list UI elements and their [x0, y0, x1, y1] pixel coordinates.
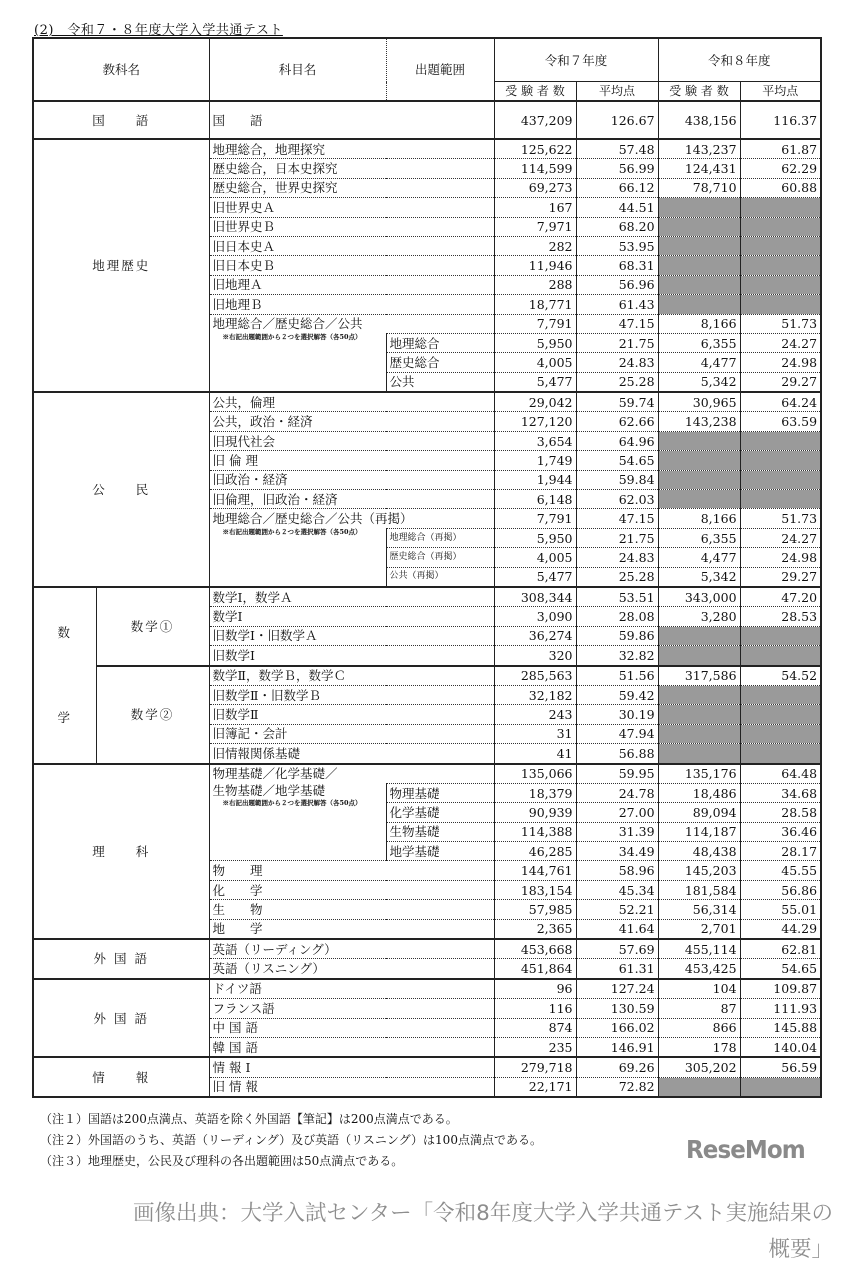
header-average-7: 平均点 [576, 82, 658, 102]
shaded-cell-not-applicable [658, 236, 740, 255]
table-row [33, 979, 821, 999]
shaded-cell-not-applicable [658, 275, 740, 294]
subject-name: 旧 倫 理 [209, 451, 494, 470]
selection-note: ※右記出題範囲から２つを選択解答（各50点） [222, 799, 362, 808]
examinees-r7: 18,379 [494, 783, 576, 802]
average-r8: 28.53 [740, 607, 821, 626]
examinees-r8: 6,355 [658, 333, 740, 352]
subject-name: 生 物 [209, 900, 494, 919]
average-r7: 53.51 [576, 587, 658, 607]
examinees-r7: 7,791 [494, 314, 576, 333]
table-row [33, 139, 821, 159]
examinees-r8: 4,477 [658, 353, 740, 372]
resemom-logo: ReseMom [686, 1135, 805, 1164]
examinees-r8: 145,203 [658, 861, 740, 880]
subject-name: 英語（リスニング） [209, 959, 494, 979]
average-r7: 59.84 [576, 470, 658, 489]
average-r8: 24.27 [740, 528, 821, 547]
average-r8: 28.58 [740, 803, 821, 822]
shaded-cell-not-applicable [658, 198, 740, 217]
examinees-r8: 143,238 [658, 412, 740, 431]
average-r7: 47.94 [576, 724, 658, 743]
shaded-cell-not-applicable [740, 198, 821, 217]
average-r7: 62.03 [576, 490, 658, 509]
selection-note-cell [209, 333, 386, 392]
examinees-r7: 4,005 [494, 353, 576, 372]
caption-line-2: 概要」 [768, 1237, 833, 1262]
examinees-r7: 288 [494, 275, 576, 294]
header-examinees-8: 受 験 者 数 [658, 82, 740, 102]
selection-note: ※右記出題範囲から２つを選択解答（各50点） [222, 528, 362, 537]
subject-name: 旧 情 報 [209, 1077, 494, 1097]
subject-name: 旧世界史Ｂ [209, 217, 494, 236]
examinees-r7: 36,274 [494, 626, 576, 645]
average-r7: 62.66 [576, 412, 658, 431]
examinees-r7: 243 [494, 705, 576, 724]
table-row [33, 939, 821, 959]
subject-area: 情 報 [33, 1057, 209, 1097]
subject-name: 地理総合／歴史総合／公共 [209, 314, 494, 333]
header-area: 教科名 [33, 38, 209, 101]
average-r7: 126.67 [576, 101, 658, 139]
shaded-cell-not-applicable [658, 626, 740, 645]
subject-name: 旧簿記・会計 [209, 724, 494, 743]
examinees-r7: 167 [494, 198, 576, 217]
examinees-r7: 31 [494, 724, 576, 743]
average-r7: 56.96 [576, 275, 658, 294]
subject-name-continued: 生物基礎／地学基礎 [212, 783, 326, 799]
examinees-r7: 2,365 [494, 919, 576, 939]
average-r7: 32.82 [576, 646, 658, 666]
examinees-r7: 144,761 [494, 861, 576, 880]
subject-name: 旧数学Ⅱ・旧数学Ｂ [209, 685, 494, 704]
examinees-r8: 343,000 [658, 587, 740, 607]
subject-name: 旧地理Ａ [209, 275, 494, 294]
examinees-r7: 116 [494, 999, 576, 1018]
average-r8: 45.55 [740, 861, 821, 880]
average-r7: 127.24 [576, 979, 658, 999]
subject-name: 旧数学Ⅰ [209, 646, 494, 666]
average-r8: 29.27 [740, 567, 821, 587]
shaded-cell-not-applicable [740, 275, 821, 294]
examinees-r8: 6,355 [658, 528, 740, 547]
examinees-r8: 89,094 [658, 803, 740, 822]
subject-name: 公共，政治・経済 [209, 412, 494, 431]
exam-range: 公共（再掲） [386, 567, 494, 587]
examinees-r7: 11,946 [494, 256, 576, 275]
exam-range: 地理総合 [386, 333, 494, 352]
examinees-r7: 320 [494, 646, 576, 666]
examinees-r7: 279,718 [494, 1057, 576, 1077]
examinees-r7: 282 [494, 236, 576, 255]
examinees-r8: 3,280 [658, 607, 740, 626]
examinees-r8: 317,586 [658, 666, 740, 686]
examinees-r7: 114,599 [494, 159, 576, 178]
average-r8: 34.68 [740, 783, 821, 802]
header-average-8: 平均点 [740, 82, 821, 102]
examinees-r8: 78,710 [658, 178, 740, 197]
average-r7: 166.02 [576, 1018, 658, 1037]
examinees-r7: 5,477 [494, 567, 576, 587]
shaded-cell-not-applicable [740, 295, 821, 314]
average-r7: 24.83 [576, 548, 658, 567]
header-examinees-7: 受 験 者 数 [494, 82, 576, 102]
shaded-cell-not-applicable [658, 256, 740, 275]
selection-note-cell [209, 783, 386, 861]
average-r7: 25.28 [576, 567, 658, 587]
shaded-cell-not-applicable [740, 744, 821, 764]
subject-name: 旧現代社会 [209, 431, 494, 450]
average-r8: 62.29 [740, 159, 821, 178]
average-r7: 57.48 [576, 139, 658, 159]
table-row [33, 1057, 821, 1077]
examinees-r7: 32,182 [494, 685, 576, 704]
shaded-cell-not-applicable [740, 724, 821, 743]
shaded-cell-not-applicable [658, 646, 740, 666]
average-r8: 64.24 [740, 392, 821, 412]
shaded-cell-not-applicable [740, 236, 821, 255]
examinees-r8: 5,342 [658, 372, 740, 392]
examinees-r8: 178 [658, 1037, 740, 1057]
shaded-cell-not-applicable [658, 451, 740, 470]
average-r7: 146.91 [576, 1037, 658, 1057]
examinees-r7: 874 [494, 1018, 576, 1037]
examinees-r7: 29,042 [494, 392, 576, 412]
shaded-cell-not-applicable [658, 295, 740, 314]
subject-name: 物 理 [209, 861, 494, 880]
examinees-r8: 866 [658, 1018, 740, 1037]
average-r7: 59.95 [576, 764, 658, 784]
average-r8: 47.20 [740, 587, 821, 607]
subject-area: 理 科 [33, 764, 209, 940]
examinees-r7: 285,563 [494, 666, 576, 686]
subject-area: 公 民 [33, 392, 209, 587]
average-r7: 21.75 [576, 333, 658, 352]
average-r7: 58.96 [576, 861, 658, 880]
average-r8: 28.17 [740, 842, 821, 861]
subject-name: ドイツ語 [209, 979, 494, 999]
shaded-cell-not-applicable [740, 626, 821, 645]
header-year7: 令和７年度 [494, 38, 658, 82]
average-r8: 60.88 [740, 178, 821, 197]
examinees-r7: 7,791 [494, 509, 576, 528]
shaded-cell-not-applicable [740, 1077, 821, 1097]
examinees-r7: 308,344 [494, 587, 576, 607]
examinees-r8: 8,166 [658, 314, 740, 333]
average-r7: 53.95 [576, 236, 658, 255]
examinees-r7: 18,771 [494, 295, 576, 314]
examinees-r8: 143,237 [658, 139, 740, 159]
subject-name: 化 学 [209, 880, 494, 899]
average-r7: 25.28 [576, 372, 658, 392]
average-r8: 55.01 [740, 900, 821, 919]
average-r7: 66.12 [576, 178, 658, 197]
subject-area: 外 国 語 [33, 979, 209, 1058]
subject-name: 旧世界史Ａ [209, 198, 494, 217]
footnotes [40, 1109, 542, 1172]
exam-range: 歴史総合 [386, 353, 494, 372]
shaded-cell-not-applicable [740, 256, 821, 275]
average-r8: 145.88 [740, 1018, 821, 1037]
examinees-r7: 453,668 [494, 939, 576, 959]
average-r7: 68.31 [576, 256, 658, 275]
examinees-r7: 235 [494, 1037, 576, 1057]
examinees-r7: 3,090 [494, 607, 576, 626]
average-r7: 27.00 [576, 803, 658, 822]
image-source-caption [13, 1196, 833, 1268]
subject-subgroup: 数学① [96, 587, 209, 666]
examinees-r8: 305,202 [658, 1057, 740, 1077]
average-r8: 44.29 [740, 919, 821, 939]
footnote-1: （注１）国語は200点満点、英語を除く外国語【筆記】は200点満点である。 [40, 1112, 458, 1126]
subject-name: 旧日本史Ｂ [209, 256, 494, 275]
examinees-r8: 56,314 [658, 900, 740, 919]
table-title: (2) 令和７・８年度大学入学共通テスト [34, 23, 283, 38]
subject-name: 情 報 Ⅰ [209, 1057, 494, 1077]
subject-name: 地理総合／歴史総合／公共（再掲） [209, 509, 494, 528]
examinees-r8: 455,114 [658, 939, 740, 959]
shaded-cell-not-applicable [740, 705, 821, 724]
shaded-cell-not-applicable [658, 1077, 740, 1097]
examinees-r8: 124,431 [658, 159, 740, 178]
examinees-r7: 135,066 [494, 764, 576, 784]
average-r8: 116.37 [740, 101, 821, 139]
examinees-r7: 5,950 [494, 333, 576, 352]
examinees-r7: 1,944 [494, 470, 576, 489]
subject-name: 旧情報関係基礎 [209, 744, 494, 764]
subject-name: 歴史総合，日本史探究 [209, 159, 494, 178]
average-r7: 56.99 [576, 159, 658, 178]
examinees-r8: 2,701 [658, 919, 740, 939]
caption-line-1: 画像出典：大学入試センター「令和8年度大学入学共通テスト実施結果の [133, 1201, 833, 1226]
table-row [33, 101, 821, 139]
average-r7: 59.42 [576, 685, 658, 704]
average-r8: 111.93 [740, 999, 821, 1018]
subject-name: 旧地理Ｂ [209, 295, 494, 314]
examinees-r7: 3,654 [494, 431, 576, 450]
table-body [33, 101, 821, 1097]
subject-area-char: 数 [57, 625, 72, 641]
average-r8: 29.27 [740, 372, 821, 392]
subject-name: 物理基礎／化学基礎／ [209, 764, 494, 784]
average-r7: 24.83 [576, 353, 658, 372]
average-r8: 54.65 [740, 959, 821, 979]
shaded-cell-not-applicable [740, 490, 821, 509]
shaded-cell-not-applicable [740, 646, 821, 666]
average-r7: 47.15 [576, 509, 658, 528]
subject-area: 国 語 [33, 101, 209, 139]
average-r8: 64.48 [740, 764, 821, 784]
examinees-r7: 5,477 [494, 372, 576, 392]
average-r7: 69.26 [576, 1057, 658, 1077]
subject-name: 中 国 語 [209, 1018, 494, 1037]
subject-name: 旧政治・経済 [209, 470, 494, 489]
subject-name: 数学Ⅰ [209, 607, 494, 626]
average-r8: 51.73 [740, 314, 821, 333]
selection-note-cell [209, 528, 386, 587]
average-r7: 57.69 [576, 939, 658, 959]
examinees-r7: 69,273 [494, 178, 576, 197]
subject-name: 数学Ⅱ，数学Ｂ，数学Ｃ [209, 666, 494, 686]
average-r7: 54.65 [576, 451, 658, 470]
subject-area-math [33, 587, 96, 764]
shaded-cell-not-applicable [658, 431, 740, 450]
shaded-cell-not-applicable [658, 217, 740, 236]
footnote-3: （注３）地理歴史，公民及び理科の各出題範囲は50点満点である。 [40, 1154, 404, 1168]
subject-name: 歴史総合，世界史探究 [209, 178, 494, 197]
examinees-r8: 135,176 [658, 764, 740, 784]
examinees-r7: 437,209 [494, 101, 576, 139]
examinees-r8: 104 [658, 979, 740, 999]
examinees-r7: 7,971 [494, 217, 576, 236]
average-r8: 56.59 [740, 1057, 821, 1077]
header-subject: 科目名 [209, 38, 386, 101]
shaded-cell-not-applicable [740, 451, 821, 470]
subject-name: 韓 国 語 [209, 1037, 494, 1057]
exam-range: 生物基礎 [386, 822, 494, 841]
average-r7: 41.64 [576, 919, 658, 939]
exam-range: 化学基礎 [386, 803, 494, 822]
examinees-r7: 46,285 [494, 842, 576, 861]
examinees-r7: 6,148 [494, 490, 576, 509]
average-r7: 21.75 [576, 528, 658, 547]
shaded-cell-not-applicable [658, 490, 740, 509]
examinees-r7: 1,749 [494, 451, 576, 470]
average-r7: 52.21 [576, 900, 658, 919]
table-row [33, 587, 821, 607]
average-r7: 45.34 [576, 880, 658, 899]
average-r8: 109.87 [740, 979, 821, 999]
table-row [33, 764, 821, 784]
average-r8: 54.52 [740, 666, 821, 686]
average-r8: 36.46 [740, 822, 821, 841]
examinees-r7: 4,005 [494, 548, 576, 567]
average-r8: 56.86 [740, 880, 821, 899]
examinees-r7: 57,985 [494, 900, 576, 919]
average-r8: 63.59 [740, 412, 821, 431]
selection-note: ※右記出題範囲から２つを選択解答（各50点） [222, 333, 362, 342]
subject-area: 地理歴史 [33, 139, 209, 392]
header-year8: 令和８年度 [658, 38, 821, 82]
table-row [33, 392, 821, 412]
examinees-r7: 90,939 [494, 803, 576, 822]
average-r7: 24.78 [576, 783, 658, 802]
examinees-r7: 114,388 [494, 822, 576, 841]
exam-range: 歴史総合（再掲） [386, 548, 494, 567]
shaded-cell-not-applicable [658, 724, 740, 743]
average-r7: 64.96 [576, 431, 658, 450]
examinees-r8: 453,425 [658, 959, 740, 979]
examinees-r7: 125,622 [494, 139, 576, 159]
average-r7: 34.49 [576, 842, 658, 861]
average-r7: 44.51 [576, 198, 658, 217]
examinees-r7: 127,120 [494, 412, 576, 431]
shaded-cell-not-applicable [740, 431, 821, 450]
examinees-r8: 5,342 [658, 567, 740, 587]
shaded-cell-not-applicable [658, 470, 740, 489]
shaded-cell-not-applicable [658, 744, 740, 764]
examinees-r7: 451,864 [494, 959, 576, 979]
average-r7: 61.31 [576, 959, 658, 979]
average-r7: 59.86 [576, 626, 658, 645]
footnote-2: （注２）外国語のうち、英語（リーディング）及び英語（リスニング）は100点満点である。 [40, 1133, 542, 1147]
average-r7: 28.08 [576, 607, 658, 626]
subject-name: 公共，倫理 [209, 392, 494, 412]
table-row [33, 666, 821, 686]
examinees-r8: 18,486 [658, 783, 740, 802]
subject-name: 国 語 [209, 101, 494, 139]
exam-range: 地学基礎 [386, 842, 494, 861]
subject-subgroup: 数学② [96, 666, 209, 764]
shaded-cell-not-applicable [740, 685, 821, 704]
examinees-r8: 87 [658, 999, 740, 1018]
average-r7: 56.88 [576, 744, 658, 764]
average-r8: 61.87 [740, 139, 821, 159]
examinees-r7: 5,950 [494, 528, 576, 547]
average-r7: 30.19 [576, 705, 658, 724]
shaded-cell-not-applicable [658, 705, 740, 724]
average-r7: 31.39 [576, 822, 658, 841]
average-r7: 72.82 [576, 1077, 658, 1097]
subject-area: 外 国 語 [33, 939, 209, 979]
examinees-r7: 22,171 [494, 1077, 576, 1097]
examinees-r8: 30,965 [658, 392, 740, 412]
average-r8: 24.27 [740, 333, 821, 352]
exam-range: 公共 [386, 372, 494, 392]
average-r8: 24.98 [740, 548, 821, 567]
exam-results-table [32, 37, 822, 1098]
average-r8: 51.73 [740, 509, 821, 528]
examinees-r7: 183,154 [494, 880, 576, 899]
average-r7: 130.59 [576, 999, 658, 1018]
header-range: 出題範囲 [386, 38, 494, 101]
exam-range: 地理総合（再掲） [386, 528, 494, 547]
average-r8: 140.04 [740, 1037, 821, 1057]
subject-name: 旧数学Ⅱ [209, 705, 494, 724]
average-r8: 24.98 [740, 353, 821, 372]
examinees-r7: 96 [494, 979, 576, 999]
average-r7: 51.56 [576, 666, 658, 686]
exam-range: 物理基礎 [386, 783, 494, 802]
subject-name: 旧日本史Ａ [209, 236, 494, 255]
subject-name: 地 学 [209, 919, 494, 939]
shaded-cell-not-applicable [740, 470, 821, 489]
subject-name: 数学Ⅰ，数学Ａ [209, 587, 494, 607]
examinees-r8: 4,477 [658, 548, 740, 567]
subject-name: 旧倫理，旧政治・経済 [209, 490, 494, 509]
subject-area-char: 学 [57, 710, 72, 726]
examinees-r8: 438,156 [658, 101, 740, 139]
average-r7: 61.43 [576, 295, 658, 314]
shaded-cell-not-applicable [740, 217, 821, 236]
examinees-r7: 41 [494, 744, 576, 764]
average-r7: 47.15 [576, 314, 658, 333]
subject-name: フランス語 [209, 999, 494, 1018]
average-r7: 59.74 [576, 392, 658, 412]
examinees-r8: 8,166 [658, 509, 740, 528]
examinees-r8: 114,187 [658, 822, 740, 841]
subject-name: 旧数学Ⅰ・旧数学Ａ [209, 626, 494, 645]
subject-name: 地理総合，地理探究 [209, 139, 494, 159]
examinees-r8: 48,438 [658, 842, 740, 861]
average-r7: 68.20 [576, 217, 658, 236]
shaded-cell-not-applicable [658, 685, 740, 704]
subject-name: 英語（リーディング） [209, 939, 494, 959]
examinees-r8: 181,584 [658, 880, 740, 899]
average-r8: 62.81 [740, 939, 821, 959]
